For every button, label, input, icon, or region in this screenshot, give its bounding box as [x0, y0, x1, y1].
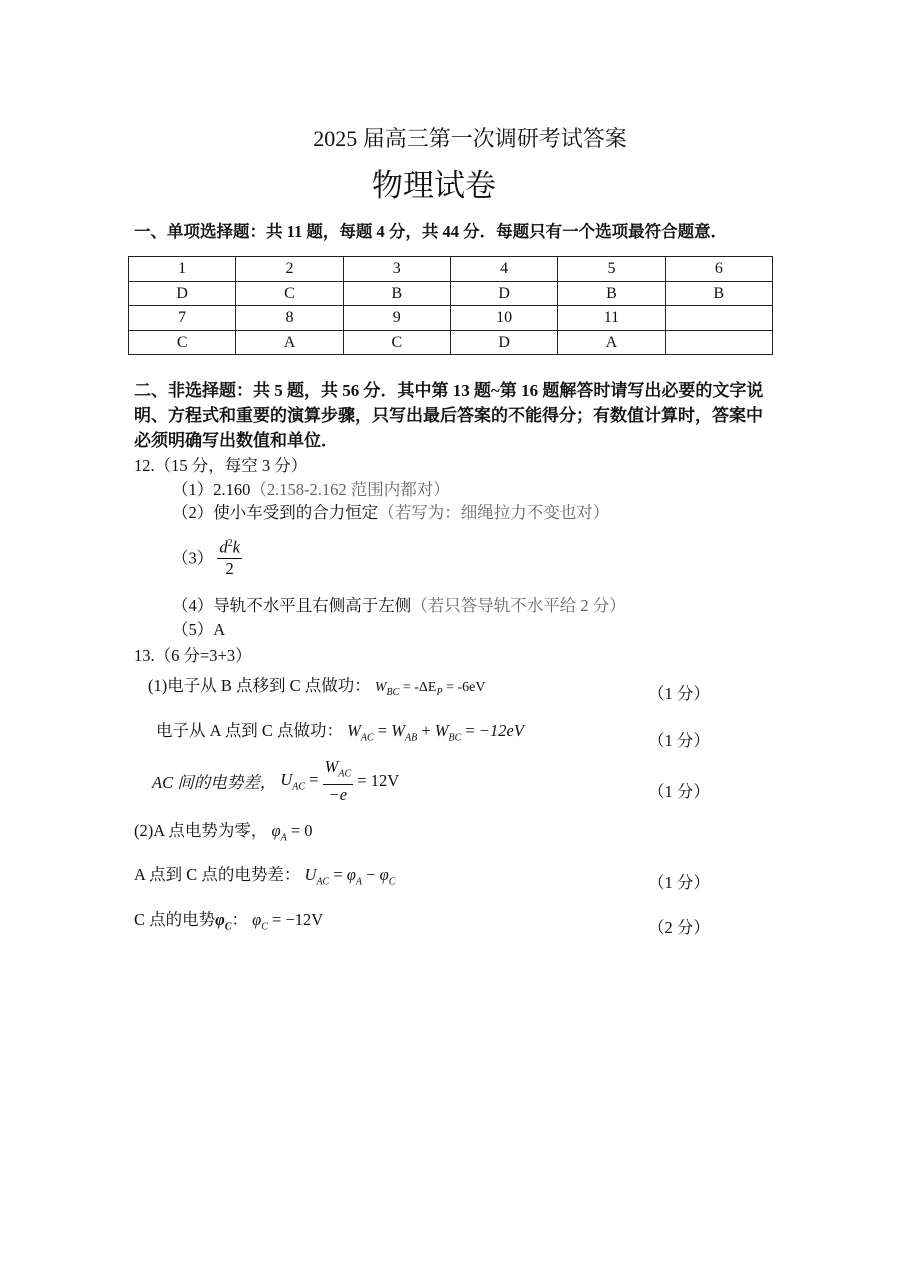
subject-title: 物理试卷	[372, 168, 496, 203]
answer-table-cell: D	[450, 330, 557, 355]
answer-table	[128, 256, 773, 355]
answer-table-cell	[665, 330, 772, 355]
q12-frac-exp: 2	[227, 538, 233, 549]
q13-line-1-eq	[374, 680, 486, 698]
q13-line-4-text: (2)A 点电势为零，	[134, 821, 268, 840]
answer-table-cell: C	[343, 330, 450, 355]
q13-line-3-score: （1 分）	[648, 782, 710, 801]
q13-line-3-fraction	[323, 757, 354, 805]
q13-line-5-u: U	[304, 865, 317, 884]
q12-answer-1-text: （1）2.160	[172, 480, 251, 499]
q13-line-2-s2: AB	[404, 732, 418, 744]
q13-line-5-score: （1 分）	[648, 873, 710, 892]
answer-table-row	[129, 330, 773, 355]
q13-line-1	[148, 672, 485, 698]
answer-table-cell: B	[343, 281, 450, 306]
q13-line-5-s2: C	[388, 876, 396, 888]
answer-table-cell: B	[558, 281, 665, 306]
q13-line-5-phi1: φ	[346, 865, 356, 884]
answer-table-cell: A	[558, 330, 665, 355]
answer-table-cell: 7	[129, 306, 236, 331]
answer-table-cell: 8	[236, 306, 343, 331]
answer-table-cell: 1	[129, 257, 236, 282]
answer-table-cell: D	[129, 281, 236, 306]
q12-answer-3-fraction	[217, 534, 242, 579]
answer-table-cell: 9	[343, 306, 450, 331]
q13-line-2-w3: W	[434, 721, 449, 740]
q12-answer-3	[172, 534, 242, 579]
q12-frac-den: 2	[225, 558, 234, 578]
answer-table-row	[129, 281, 773, 306]
q12-answer-4-note: （若只答导轨不水平给 2 分）	[411, 596, 626, 615]
q13-line-2-w2: W	[391, 721, 405, 740]
q13-line-6-colon: ：	[231, 910, 248, 929]
q12-answer-2	[172, 499, 609, 523]
q13-line-6	[134, 906, 323, 932]
q12-answer-1	[172, 476, 450, 500]
q13-line-2-value: −12eV	[478, 721, 524, 740]
q13-line-3-text: AC 间的电势差，	[152, 773, 277, 793]
q13-w: W	[374, 680, 387, 695]
q13-line-5-u-sub: AC	[316, 876, 330, 888]
answer-table-cell: 4	[450, 257, 557, 282]
q13-line-3: AC 间的电势差， $U_{AC}$ = $\frac{W_{AC}}{-e}$ = 12V	[152, 757, 400, 805]
q13-delta-e: = -ΔE	[399, 680, 437, 695]
q13-line-4-sub: A	[280, 832, 287, 844]
q13-frac-w: W	[324, 757, 339, 776]
q13-line-3-value: = 12V	[357, 771, 400, 791]
answer-table-cell: A	[236, 330, 343, 355]
answer-table-cell: 11	[558, 306, 665, 331]
q12-frac-k: k	[232, 537, 240, 557]
answer-table-cell: 2	[236, 257, 343, 282]
exam-title: 2025 届高三第一次调研考试答案	[313, 126, 627, 151]
q13-line-3-u: U	[280, 770, 293, 789]
answer-table-row	[129, 257, 773, 282]
answer-table-cell: C	[129, 330, 236, 355]
q13-line-2-w1: W	[347, 721, 361, 740]
q13-line-5: A 点到 C 点的电势差： $U_{AC} = \varphi_A - \varphi_C$	[134, 865, 396, 888]
section1-heading: 一、单项选择题：共 11 题，每题 4 分，共 44 分．每题只有一个选项最符合题意．	[134, 222, 728, 241]
q13-frac-den: −e	[328, 785, 348, 805]
q13-line-6-phi: φ	[252, 910, 262, 929]
answer-table-cell: 6	[665, 257, 772, 282]
q13-line-6-sub: C	[261, 921, 268, 933]
answer-table-cell: C	[236, 281, 343, 306]
answer-table-cell: 5	[558, 257, 665, 282]
q13-line-3-u-sub: AC	[292, 781, 306, 793]
q13-line-2-text: 电子从 A 点到 C 点做功：	[156, 721, 344, 740]
q13-line-2-score: （1 分）	[648, 731, 710, 750]
q12-label: 12.（15 分，每空 3 分）	[134, 456, 308, 475]
q13-line-6-phi-bold: φ	[215, 910, 225, 929]
q13-line-5-phi2: φ	[379, 865, 389, 884]
answer-table-cell: 10	[450, 306, 557, 331]
q13-w-sub: BC	[386, 686, 400, 698]
q13-line-1-score: （1 分）	[648, 684, 710, 703]
answer-table-cell: D	[450, 281, 557, 306]
q12-answer-5: （5）A	[172, 620, 226, 639]
q12-answer-4	[172, 592, 626, 616]
q13-line-2: 电子从 A 点到 C 点做功： $W_{AC} = W_{AB} + W_{BC} = -12eV$	[156, 721, 524, 744]
answer-table-cell: 3	[343, 257, 450, 282]
q12-answer-1-note: （2.158-2.162 范围内都对）	[250, 480, 450, 499]
q12-answer-3-label: （3）	[172, 548, 214, 568]
q13-ep-sub: P	[436, 686, 443, 698]
answer-table-row	[129, 306, 773, 331]
q12-answer-2-text: （2）使小车受到的合力恒定	[172, 503, 379, 522]
q13-line-6-value: = −12V	[267, 910, 324, 929]
q12-answer-2-note: （若写为：细绳拉力不变也对）	[378, 503, 610, 522]
q13-line-4-phi: φ	[271, 821, 281, 840]
q13-line-6-text: C 点的电势	[134, 910, 216, 929]
q13-line-1-value: = -6eV	[442, 680, 486, 695]
q13-line-4-value: = 0	[286, 821, 313, 840]
q13-line-6-score: （2 分）	[648, 918, 710, 937]
q13-line-1-text: (1)电子从 B 点移到 C 点做功：	[148, 676, 371, 695]
answer-table-cell	[665, 306, 772, 331]
q13-line-2-s3: BC	[448, 732, 462, 744]
answer-table-cell: B	[665, 281, 772, 306]
q13-frac-w-sub: AC	[338, 768, 352, 780]
q13-line-5-s1: A	[355, 876, 363, 888]
q12-frac-d: d	[219, 537, 228, 557]
section2-heading: 二、非选择题：共 5 题，共 56 分．其中第 13 题~第 16 题解答时请写出必要的文字说明、方程式和重要的演算步骤，只写出最后答案的不能得分；有数值计算时，答案中必须明确写出数值和单位．	[134, 381, 764, 450]
q13-line-4	[134, 817, 313, 843]
q13-line-5-text: A 点到 C 点的电势差：	[134, 865, 301, 884]
q13-line-6-sub-bold: C	[224, 921, 232, 933]
q13-line-2-s1: AC	[360, 732, 374, 744]
q12-answer-4-text: （4）导轨不水平且右侧高于左侧	[172, 596, 412, 615]
q13-label: 13.（6 分=3+3）	[134, 646, 252, 665]
